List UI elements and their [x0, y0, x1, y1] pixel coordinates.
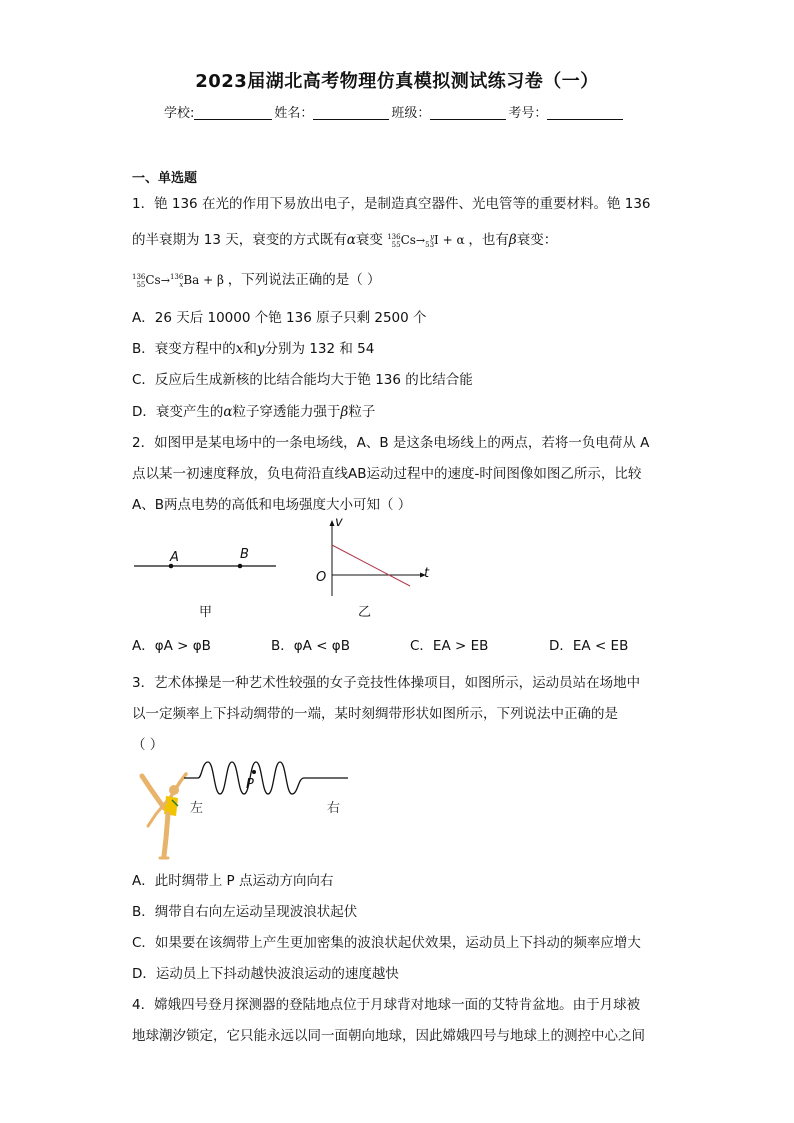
school-blank[interactable]	[194, 105, 272, 120]
ribbon-point-p	[252, 770, 256, 774]
q2-line2: 点以某一初速度释放，负电荷沿直线AB运动过程中的速度-时间图像如图乙所示，比较	[132, 466, 642, 482]
fig-right-label: 右	[327, 801, 341, 816]
q3-option-c[interactable]: C．如果要在该绸带上产生更加密集的波浪状起伏效果，运动员上下抖动的频率应增大	[132, 935, 641, 951]
alpha-symbol: α	[346, 232, 356, 248]
exam-no-label: 考号：	[508, 106, 548, 121]
exam-no-blank[interactable]	[547, 105, 623, 120]
q2-option-c[interactable]: C．EA > EB	[410, 638, 489, 654]
q4-line1: 4．嫦娥四号登月探测器的登陆地点位于月球背对地球一面的艾特肯盆地。由于月球被	[132, 997, 641, 1013]
fig-origin-label: O	[316, 570, 327, 585]
q1-line1: 1．铯 136 在光的作用下易放出电子，是制造真空器件、光电管等的重要材料。铯 136	[132, 196, 651, 212]
q2-option-d[interactable]: D．EA < EB	[549, 638, 629, 654]
fig-b-caption: 乙	[358, 605, 372, 620]
q1-option-b[interactable]: B．衰变方程中的x和y分别为 132 和 54	[132, 341, 375, 357]
q3-line2: 以一定频率上下抖动绸带的一端，某时刻绸带形状如图所示，下列说法中正确的是	[132, 706, 618, 722]
q3-option-a[interactable]: A．此时绸带上 P 点运动方向向右	[132, 873, 334, 889]
fig-point-p-label: P	[246, 777, 254, 792]
school-label: 学校:	[164, 106, 195, 121]
q2-figure-vt-graph	[320, 518, 430, 598]
fig-point-a-label: A	[170, 550, 179, 565]
q1-option-d[interactable]: D．衰变产生的α粒子穿透能力强于β粒子	[132, 404, 376, 420]
q1-option-c[interactable]: C．反应后生成新核的比结合能均大于铯 136 的比结合能	[132, 372, 473, 388]
q1-equation-beta: 136 55Cs→136 xBa + β	[132, 272, 228, 289]
fig-v-axis-label: v	[335, 515, 343, 530]
q2-figure-field-line	[130, 540, 280, 580]
q4-line2: 地球潮汐锁定，它只能永远以同一面朝向地球，因此嫦娥四号与地球上的测控中心之间	[132, 1028, 645, 1044]
beta-symbol: β	[508, 232, 517, 248]
q3-option-b[interactable]: B．绸带自右向左运动呈现波浪状起伏	[132, 904, 358, 920]
vt-line	[332, 545, 410, 586]
q2-line1: 2．如图甲是某电场中的一条电场线，A、B 是这条电场线上的两点，若将一负电荷从 A	[132, 435, 650, 451]
page-title: 2023届湖北高考物理仿真模拟测试练习卷（一）	[195, 71, 599, 92]
fig-t-axis-label: t	[424, 566, 430, 581]
student-info-row	[164, 102, 623, 121]
q1-option-a[interactable]: A．26 天后 10000 个铯 136 原子只剩 2500 个	[132, 310, 427, 326]
fig-a-caption: 甲	[199, 605, 213, 620]
fig-point-b-label: B	[240, 547, 249, 562]
q2-line3: A、B两点电势的高低和电场强度大小可知（ ）	[132, 497, 412, 513]
name-blank[interactable]	[313, 105, 389, 120]
section-title: 一、单选题	[132, 171, 198, 186]
q3-line1: 3．艺术体操是一种艺术性较强的女子竞技性体操项目，如图所示，运动员站在场地中	[132, 675, 641, 691]
name-label: 姓名：	[274, 106, 314, 121]
fig-left-label: 左	[190, 801, 204, 816]
q1-line3: 136 55Cs→136 xBa + β ，下列说法正确的是（ ）	[132, 272, 381, 289]
q3-line3: （ ）	[132, 737, 164, 753]
q1-line2: 的半衰期为 13 天，衰变的方式既有α衰变 136 55Cs→ y 53I + α ，也有β衰变：	[132, 232, 558, 249]
q2-option-a[interactable]: A．φA > φB	[132, 638, 211, 654]
q1-equation-alpha: 136 55Cs→ y 53I + α	[387, 232, 469, 249]
q2-option-b[interactable]: B．φA < φB	[271, 638, 350, 654]
class-blank[interactable]	[430, 105, 506, 120]
class-label: 班级：	[391, 106, 431, 121]
q3-option-d[interactable]: D．运动员上下抖动越快波浪运动的速度越快	[132, 966, 399, 982]
